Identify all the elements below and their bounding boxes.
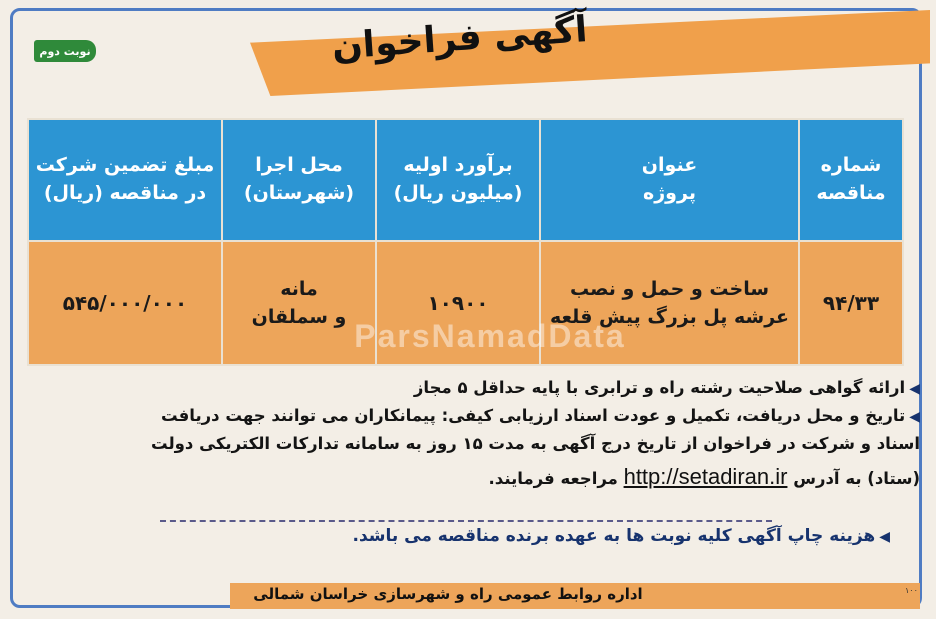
bullet-arrow-icon: ◀ xyxy=(909,409,920,426)
publication-round-badge: نوبت دوم xyxy=(34,40,96,62)
cell-initial-estimate: ۱۰۹۰۰ xyxy=(376,241,540,365)
cell-guarantee-amount: ۵۴۵/۰۰۰/۰۰۰ xyxy=(28,241,222,365)
bullet-arrow-icon: ◀ xyxy=(909,381,920,397)
detail-line-documents xyxy=(20,402,920,430)
cell-location: مانه و سملقان xyxy=(222,241,376,365)
page-mark: ۱۰۰ xyxy=(905,586,918,595)
cost-note xyxy=(40,526,890,546)
ad-title: آگهی فراخوان xyxy=(330,9,589,68)
address-prefix: (ستاد) به آدرس xyxy=(787,469,920,489)
header-initial-estimate: برآورد اولیه (میلیون ریال) xyxy=(376,119,540,241)
documents-text: پیمانکاران می توانند جهت دریافت xyxy=(161,406,442,426)
issuer-name: اداره روابط عمومی راه و شهرسازی خراسان شمالی xyxy=(253,585,643,603)
header-location: محل اجرا (شهرستان) xyxy=(222,119,376,241)
header-project-title: عنوان پروژه xyxy=(540,119,799,241)
cell-project-title: ساخت و حمل و نصب عرشه پل بزرگ پیش قلعه xyxy=(540,241,799,365)
cost-note-text: هزینه چاپ آگهی کلیه نوبت ها به عهده برنده مناقصه می باشد. xyxy=(352,526,876,546)
detail-line-participation: اسناد و شرکت در فراخوان از تاریخ درج آگهی به مدت ۱۵ روز به سامانه تدارکات الکتریکی دولت xyxy=(151,434,920,454)
bullet-arrow-icon: ◀ xyxy=(879,529,890,545)
header-guarantee-amount: مبلغ تضمین شرکت در مناقصه (ریال) xyxy=(28,119,222,241)
setad-link[interactable]: http://setadiran.ir xyxy=(623,464,788,490)
ad-details xyxy=(20,374,920,496)
section-divider xyxy=(160,520,772,522)
detail-line-address xyxy=(20,458,920,495)
header-tender-number: شماره مناقصه xyxy=(799,119,903,241)
qualification-text: ارائه گواهی صلاحیت رشته راه و ترابری با پایه حداقل ۵ مجاز xyxy=(413,378,906,397)
address-suffix: مراجعه فرمایند. xyxy=(488,469,624,489)
documents-heading: تاریخ و محل دریافت، تکمیل و عودت اسناد ارزیابی کیفی: xyxy=(441,406,906,426)
detail-line-qualification xyxy=(20,374,920,402)
cell-tender-number: ۹۴/۳۳ xyxy=(799,241,903,365)
table-header-row xyxy=(28,119,903,241)
watermark-text: ParsNamadData xyxy=(354,318,626,354)
